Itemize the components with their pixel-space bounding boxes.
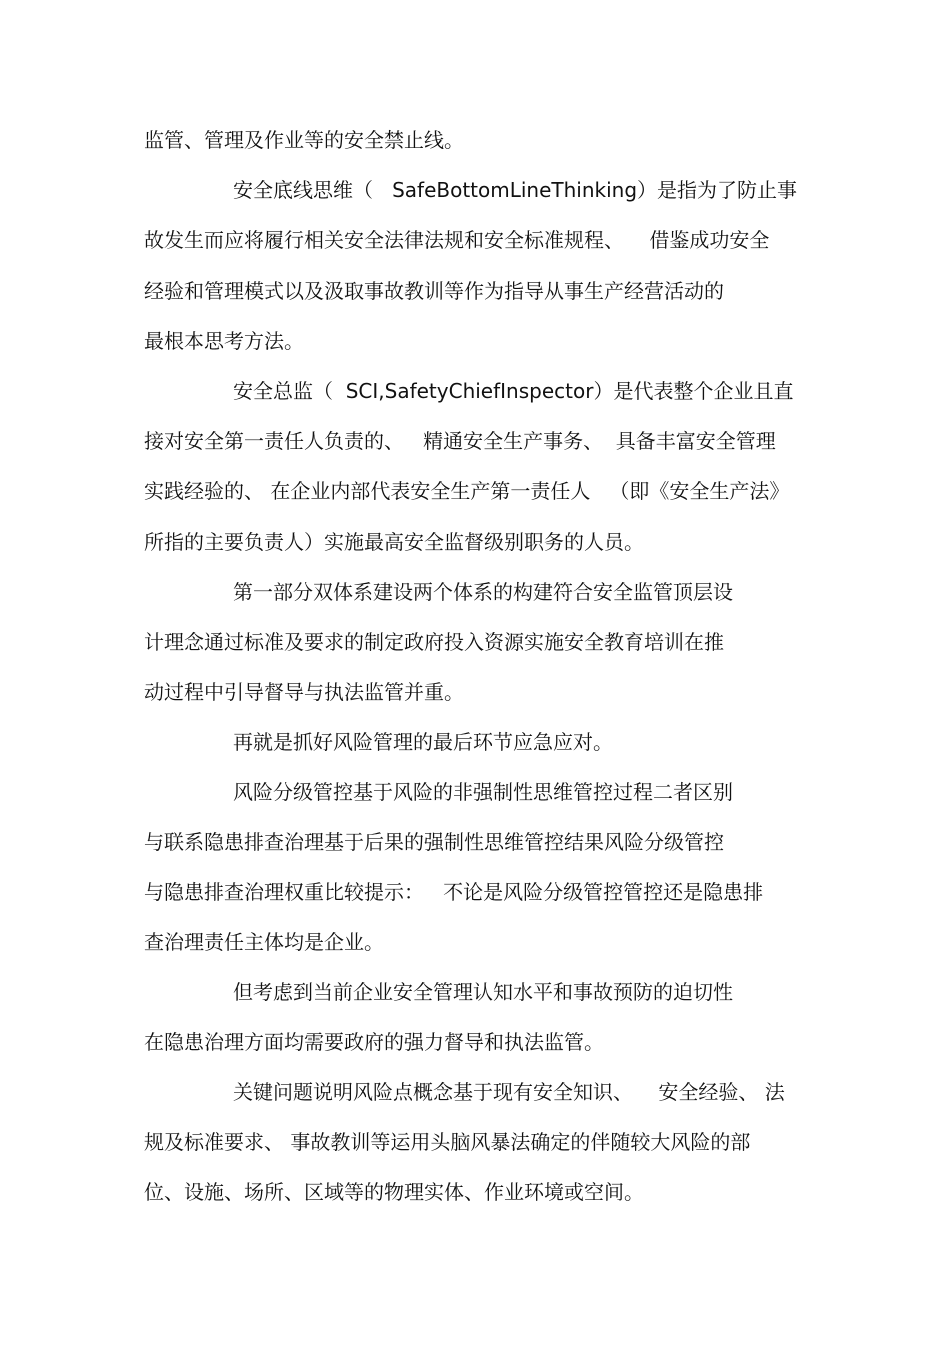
text-line: 最根本思考方法。 [144, 329, 304, 353]
text-line: 接对安全第一责任人负责的、 精通安全生产事务、 具备丰富安全管理 [144, 429, 776, 453]
text-line: 经验和管理模式以及汲取事故教训等作为指导从事生产经营活动的 [144, 279, 724, 303]
text-line: 与隐患排查治理权重比较提示： 不论是风险分级管控管控还是隐患排 [144, 880, 764, 904]
text-line: 与联系隐患排查治理基于后果的强制性思维管控结果风险分级管控 [144, 830, 724, 854]
text-line: 再就是抓好风险管理的最后环节应急应对。 [233, 730, 613, 754]
text-line: 实践经验的、 在企业内部代表安全生产第一责任人 （即《安全生产法》 [144, 479, 790, 503]
text-line: 风险分级管控基于风险的非强制性思维管控过程二者区别 [233, 780, 733, 804]
text-line: 第一部分双体系建设两个体系的构建符合安全监管顶层设 [233, 580, 733, 604]
text-line: 安全总监（ SCI,SafetyChiefInspector）是代表整个企业且直 [233, 379, 794, 403]
text-line: 监管、管理及作业等的安全禁止线。 [144, 128, 464, 152]
text-line: 但考虑到当前企业安全管理认知水平和事故预防的迫切性 [233, 980, 733, 1004]
text-line: 计理念通过标准及要求的制定政府投入资源实施安全教育培训在推 [144, 630, 724, 654]
text-line: 关键问题说明风险点概念基于现有安全知识、 安全经验、 法 [233, 1080, 785, 1104]
text-line: 安全底线思维（ SafeBottomLineThinking）是指为了防止事 [233, 178, 798, 202]
text-line: 位、设施、场所、区域等的物理实体、作业环境或空间。 [144, 1180, 644, 1204]
text-line: 在隐患治理方面均需要政府的强力督导和执法监管。 [144, 1030, 604, 1054]
text-line: 规及标准要求、 事故教训等运用头脑风暴法确定的伴随较大风险的部 [144, 1130, 751, 1154]
text-line: 所指的主要负责人）实施最高安全监督级别职务的人员。 [144, 530, 644, 554]
text-line: 故发生而应将履行相关安全法律法规和安全标准规程、 借鉴成功安全 [144, 228, 770, 252]
text-line: 动过程中引导督导与执法监管并重。 [144, 680, 464, 704]
text-line: 查治理责任主体均是企业。 [144, 930, 384, 954]
